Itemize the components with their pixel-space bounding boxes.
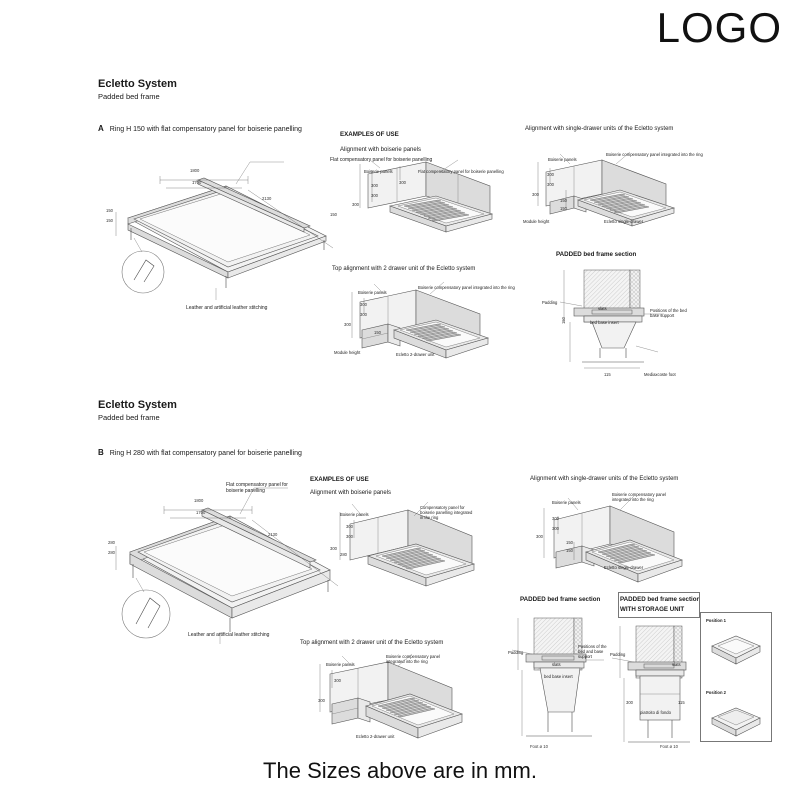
- a-block4-label-2: slats: [598, 306, 607, 311]
- b-block3-label-3: Ecletto 2-drawer unit: [356, 734, 395, 739]
- b-block5-label-2: slats: [672, 662, 681, 667]
- section-b-dim-5: 2130: [268, 532, 278, 537]
- a-block4-label-4: Positions of the bed base support: [650, 308, 687, 318]
- section-b-dim-3: 280: [108, 540, 115, 545]
- section-b-caption-bottom: Leather and artificial leather stitching: [188, 632, 270, 638]
- section-b-dim-2: 1700: [196, 510, 206, 515]
- b-block4-label-2: slats: [552, 662, 561, 667]
- b-block5-label-1: Padding: [610, 652, 626, 657]
- section-b-dim-6: 280: [340, 552, 347, 557]
- b-block1-dim-3: 300: [346, 534, 353, 539]
- a-block4-dim-1: 150: [561, 317, 566, 324]
- b-block1-subtitle: Alignment with boiserie panels: [310, 490, 392, 496]
- a-block2-dim-2: 300: [547, 172, 554, 177]
- section-a-dim-1: 1800: [190, 168, 200, 173]
- b-block2-dim-4: 150: [566, 540, 573, 545]
- section-a-variant-letter: A: [98, 124, 104, 133]
- b-block1-label-1: Boiserie panels: [340, 512, 369, 517]
- section-a-dim-4: 150: [106, 218, 113, 223]
- b-block4-title: PADDED bed frame section: [520, 596, 601, 603]
- b-block4-drawing: [508, 610, 618, 750]
- section-b-subtitle: Padded bed frame: [98, 413, 160, 422]
- section-a-dim-3: 150: [106, 208, 113, 213]
- b-block5-dim-1: Foot ø 10: [660, 744, 678, 749]
- section-b-dim-4: 280: [108, 550, 115, 555]
- a-block2-dim-4: 150: [560, 198, 567, 203]
- b-block2-label-1: Boiserie panels: [552, 500, 581, 505]
- a-block3-label-3: Module height: [334, 350, 361, 355]
- a-block4-dim-2: 115: [604, 372, 611, 377]
- a-block3-label-2: Boiserie compensatory panel integrated into the ring: [418, 285, 515, 290]
- a-block2-dim-3: 300: [547, 182, 554, 187]
- position-1-drawing: [706, 628, 768, 668]
- b-block1-title: EXAMPLES OF USE: [310, 476, 369, 483]
- b-block2-subtitle: Alignment with single-drawer units of the Ecletto system: [530, 476, 679, 482]
- b-block2-dim-2: 300: [552, 516, 559, 521]
- a-block2-label-1: Boiserie panels: [548, 157, 577, 162]
- footer-note: The Sizes above are in mm.: [263, 758, 537, 783]
- b-block2-label-3: Ecletto single-drawer: [604, 565, 644, 570]
- b-block4-label-3: bed base insert: [544, 674, 573, 679]
- a-block2-subtitle: Alignment with single-drawer units of the Ecletto system: [525, 126, 674, 132]
- b-block2-dim-1: 300: [536, 534, 543, 539]
- a-block3-label-4: Ecletto 2-drawer unit: [396, 352, 435, 357]
- section-a-variant: [98, 124, 302, 133]
- section-b-caption-top: Flat compensatory panel for boiserie panelling: [226, 482, 288, 494]
- a-block3-dim-3: 300: [360, 312, 367, 317]
- a-block1-dim-3: 300: [371, 193, 378, 198]
- b-block1-dim-2: 300: [346, 524, 353, 529]
- a-block3-dim-2: 300: [360, 302, 367, 307]
- section-b-title: Ecletto System: [98, 399, 177, 411]
- a-block3-dim-1: 300: [344, 322, 351, 327]
- b-block1-label-2: Compensatory panel for boiserie panelling integrated in the ring: [420, 505, 473, 520]
- b-block3-dim-2: 300: [334, 678, 341, 683]
- a-block3-dim-4: 150: [374, 330, 381, 335]
- section-b-variant-letter: B: [98, 448, 104, 457]
- position-2-label: Position 2: [706, 690, 727, 695]
- a-block4-label-5: Mediaxcoste foot: [644, 372, 676, 377]
- b-block5-drawing: [610, 618, 700, 754]
- a-block1-title: EXAMPLES OF USE: [340, 131, 399, 138]
- section-b-variant-label: Ring H 280 with flat compensatory panel for boiserie panelling: [109, 450, 302, 457]
- section-a-dim-2: 1700: [192, 180, 202, 185]
- section-b-dim-1: 1800: [194, 498, 204, 503]
- b-block3-label-2: Boiserie compensatory panel integrated into the ring: [386, 654, 441, 664]
- section-a-dim-5: 2130: [262, 196, 272, 201]
- a-block1-dim-1: 300: [352, 202, 359, 207]
- b-block5-title-box: [618, 592, 700, 618]
- position-1-label: Position 1: [706, 618, 727, 623]
- b-block5-dim-3: 115: [678, 700, 685, 705]
- b-block2-drawing: [524, 494, 704, 584]
- b-block3-dim-1: 300: [318, 698, 325, 703]
- section-b-variant: [98, 448, 302, 457]
- b-block5-dim-2: 300: [626, 700, 633, 705]
- a-block4-title: PADDED bed frame section: [556, 251, 637, 258]
- b-block1-dim-1: 300: [330, 546, 337, 551]
- b-block3-subtitle: Top alignment with 2 drawer unit of the Ecletto system: [300, 640, 444, 646]
- a-block1-label-2: Flat compensatory panel for boiserie panelling: [418, 169, 504, 174]
- b-block2-dim-5: 150: [566, 548, 573, 553]
- section-a-variant-label: Ring H 150 with flat compensatory panel for boiserie panelling: [109, 126, 302, 133]
- section-a-caption-bottom: Leather and artificial leather stitching: [186, 305, 268, 311]
- a-block1-drawing: [340, 156, 515, 236]
- a-block2-label-3: Module height: [523, 219, 550, 224]
- b-block2-label-2: Boiserie compensatory panel integrated into the ring: [612, 492, 667, 502]
- b-block5-title: PADDED bed frame section: [620, 596, 701, 603]
- section-a-caption-top: Flat compensatory panel for boiserie panelling: [330, 157, 433, 163]
- a-block3-label-1: Boiserie panels: [358, 290, 387, 295]
- a-block2-label-2: Boiserie compensatory panel integrated into the ring: [606, 152, 703, 157]
- a-block1-dim-4: 300: [399, 180, 406, 185]
- section-a-main-drawing: [98, 140, 338, 320]
- b-block2-dim-3: 300: [552, 526, 559, 531]
- section-a-subtitle: Padded bed frame: [98, 92, 160, 101]
- a-block3-subtitle: Top alignment with 2 drawer unit of the Ecletto system: [332, 266, 476, 272]
- b-block4-dim-1: Foot ø 10: [530, 744, 548, 749]
- a-block4-label-1: Padding: [542, 300, 558, 305]
- a-block1-dim-2: 300: [371, 183, 378, 188]
- section-a-title: Ecletto System: [98, 78, 177, 90]
- b-block4-label-4: Positions of the bed and base support: [578, 644, 607, 659]
- a-block2-label-4: Ecletto single-drawer: [604, 219, 644, 224]
- b-block3-label-1: Boiserie panels: [326, 662, 355, 667]
- a-block1-label-1: Boiserie panels: [364, 169, 393, 174]
- position-2-drawing: [706, 700, 768, 740]
- section-a-dim-6: 150: [330, 212, 337, 217]
- a-block4-label-3: bed base insert: [590, 320, 619, 325]
- logo: LOGO: [656, 4, 782, 51]
- b-block5-subtitle: WITH STORAGE UNIT: [620, 606, 685, 613]
- a-block2-dim-1: 300: [532, 192, 539, 197]
- a-block2-dim-5: 150: [560, 206, 567, 211]
- b-block4-label-1: Padding: [508, 650, 524, 655]
- a-block1-subtitle: Alignment with boiserie panels: [340, 147, 422, 153]
- b-block5-label-3: piatroito di fondo: [640, 710, 671, 715]
